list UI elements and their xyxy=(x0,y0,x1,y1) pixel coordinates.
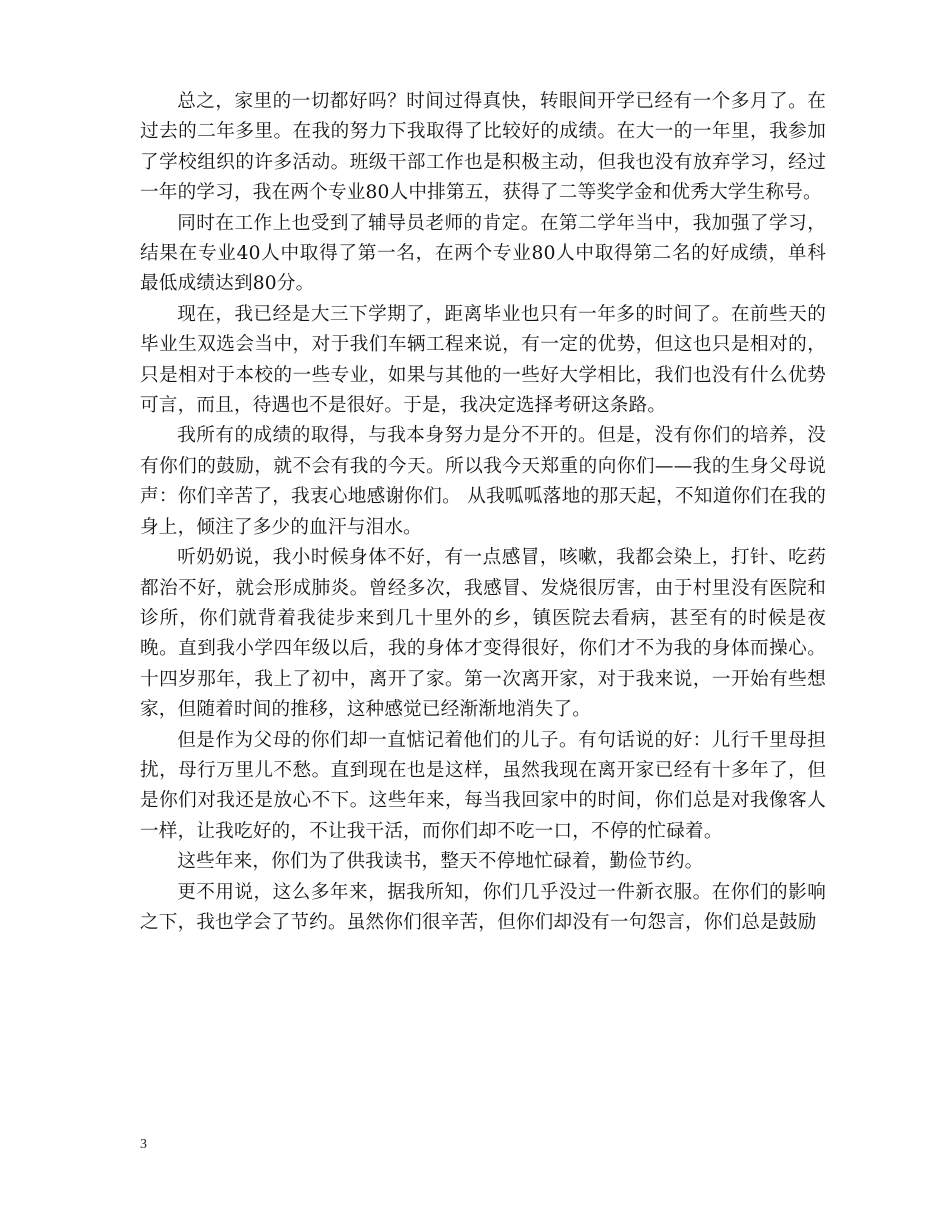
page-number: 3 xyxy=(140,1137,147,1152)
paragraph-5: 听奶奶说，我小时候身体不好，有一点感冒，咳嗽，我都会染上，打针、吃药都治不好，就会形成肺炎。曾经多次，我感冒、发烧很厉害，由于村里没有医院和诊所，你们就背着我徒步来到几十里外的乡，镇医院去看病，甚至有的时候是夜晚。直到我小学四年级以后，我的身体才变得很好，你们才不为我的身体而操心。 十四岁那年，我上了初中，离开了家。第一次离开家，对于我来说，一开始有些想家，但随着时间的推移，这种感觉已经渐渐地消失了。 xyxy=(140,547,826,721)
paragraph-6: 但是作为父母的你们却一直惦记着他们的儿子。有句话说的好：儿行千里母担扰，母行万里儿不愁。直到现在也是这样，虽然我现在离开家已经有十多年了，但是你们对我还是放心不下。这些年来，每当我回家中的时间，你们总是对我像客人一样，让我吃好的，不让我干活，而你们却不吃一口，不停的忙碌着。 xyxy=(140,729,826,842)
paragraph-3: 现在，我已经是大三下学期了，距离毕业也只有一年多的时间了。在前些天的毕业生双选会当中，对于我们车辆工程来说，有一定的优势，但这也只是相对的，只是相对于本校的一些专业，如果与其他的一些好大学相比，我们也没有什么优势可言，而且，待遇也不是很好。于是，我决定选择考研这条路。 xyxy=(140,303,826,417)
paragraph-2: 同时在工作上也受到了辅导员老师的肯定。在第二学年当中，我加强了学习，结果在专业40人中取得了第一名，在两个专业80人中取得第二名的好成绩，单科最低成绩达到80分。 xyxy=(140,212,826,295)
paragraph-8: 更不用说，这么多年来，据我所知，你们几乎没过一件新衣服。在你们的影响之下，我也学会了节约。虽然你们很辛苦，但你们却没有一句怨言，你们总是鼓励 xyxy=(140,881,826,933)
body-text xyxy=(140,87,826,938)
paragraph-4: 我所有的成绩的取得，与我本身努力是分不开的。但是，没有你们的培养，没有你们的鼓励，就不会有我的今天。所以我今天郑重的向你们——我的生身父母说声：你们辛苦了，我衷心地感谢你们。 从我呱呱落地的那天起，不知道你们在我的身上，倾注了多少的血汗与泪水。 xyxy=(140,425,826,538)
paragraph-1: 总之，家里的一切都好吗？时间过得真快，转眼间开学已经有一个多月了。在过去的二年多里。在我的努力下我取得了比较好的成绩。在大一的一年里，我参加了学校组织的许多活动。班级干部工作也是积极主动，但我也没有放弃学习，经过一年的学习，我在两个专业80人中排第五，获得了二等奖学金和优秀大学生称号。 xyxy=(140,91,826,204)
paragraph-7: 这些年来，你们为了供我读书，整天不停地忙碌着，勤俭节约。 xyxy=(177,851,704,873)
